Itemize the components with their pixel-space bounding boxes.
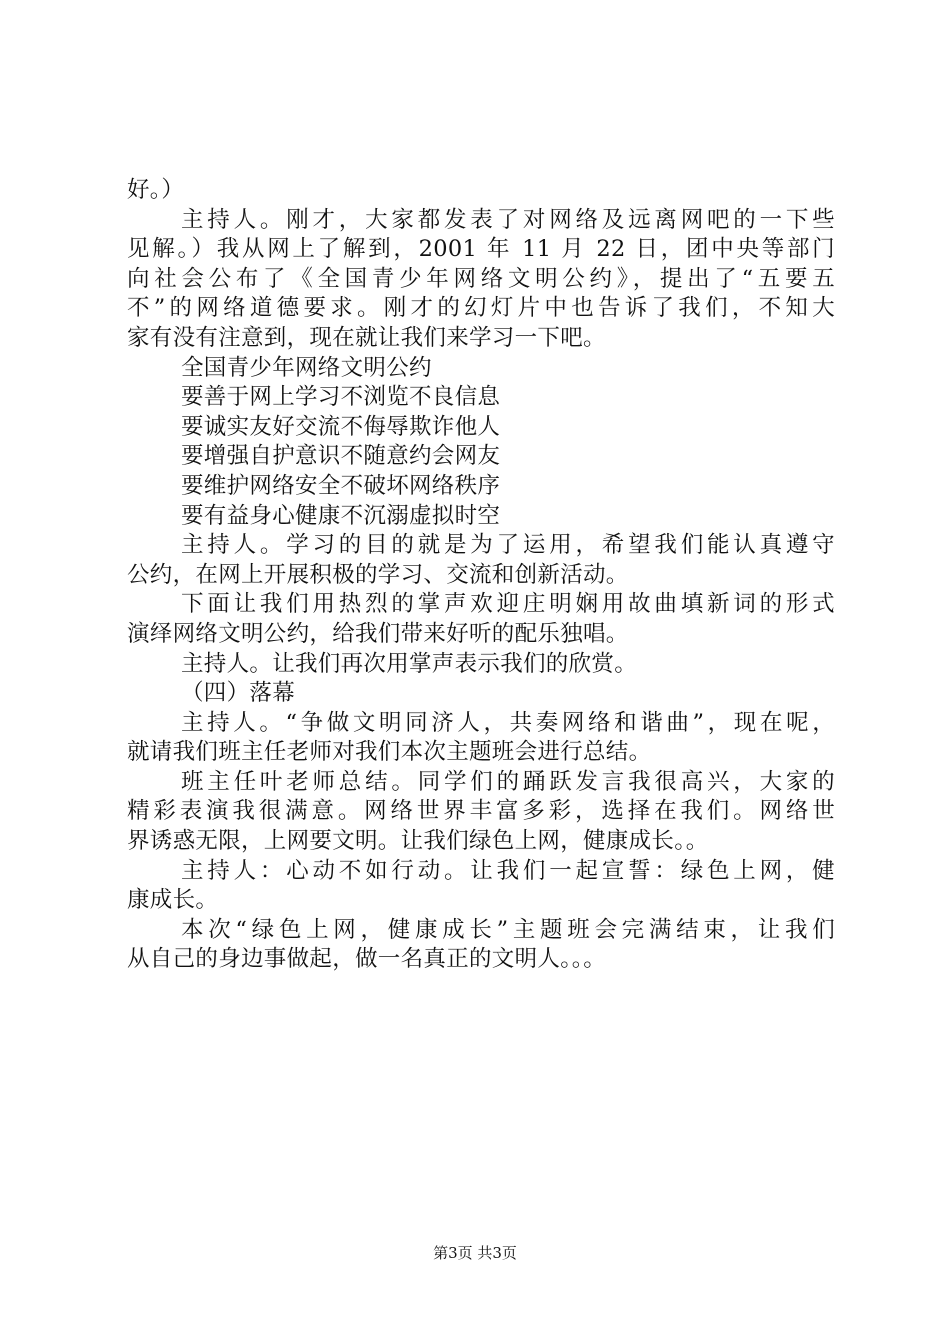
text-line: 家有没有注意到，现在就让我们来学习一下吧。 <box>127 324 606 351</box>
document-body <box>127 176 835 975</box>
text-line: 主持人。“争做文明同济人，共奏网络和谐曲”，现在呢， <box>181 709 835 736</box>
text-line: 主持人。刚才，大家都发表了对网络及远离网吧的一下些 <box>181 206 835 233</box>
text-line: 康成长。 <box>127 887 219 914</box>
text-line: 演绎网络文明公约，给我们带来好听的配乐独唱。 <box>127 620 629 647</box>
text-line: 要维护网络安全不破坏网络秩序 <box>181 472 501 499</box>
text-line: 要增强自护意识不随意约会网友 <box>181 443 501 470</box>
text-line: 就请我们班主任老师对我们本次主题班会进行总结。 <box>127 739 652 766</box>
text-line: 见解。）我从网上了解到，2001 年 11 月 22 日，团中央等部门 <box>127 236 835 263</box>
text-line: 公约，在网上开展积极的学习、交流和创新活动。 <box>127 561 629 588</box>
text-line: 精彩表演我很满意。网络世界丰富多彩，选择在我们。网络世 <box>127 798 835 825</box>
text-line: 界诱惑无限，上网要文明。让我们绿色上网，健康成长。。 <box>127 828 709 855</box>
page-number: 第3页 共3页 <box>433 1244 517 1262</box>
text-line: 班主任叶老师总结。同学们的踊跃发言我很高兴，大家的 <box>181 768 835 795</box>
text-line: 向社会公布了《全国青少年网络文明公约》，提出了“五要五 <box>127 265 835 292</box>
text-line: 下面让我们用热烈的掌声欢迎庄明娴用故曲填新词的形式 <box>181 591 835 618</box>
text-line: 要善于网上学习不浏览不良信息 <box>181 384 501 411</box>
section-heading: （四）落幕 <box>181 680 296 707</box>
text-line: 从自己的身边事做起，做一名真正的文明人。。。 <box>127 946 607 973</box>
text-line: 好。） <box>127 177 185 203</box>
page-footer <box>0 1243 950 1263</box>
text-line: 主持人：心动不如行动。让我们一起宣誓：绿色上网，健 <box>181 857 835 884</box>
text-line: 主持人。学习的目的就是为了运用，希望我们能认真遵守 <box>181 532 835 559</box>
text-line: 本次“绿色上网，健康成长”主题班会完满结束，让我们 <box>181 916 835 943</box>
text-line: 全国青少年网络文明公约 <box>181 354 432 381</box>
text-line: 不”的网络道德要求。刚才的幻灯片中也告诉了我们，不知大 <box>127 295 835 322</box>
text-line: 主持人。让我们再次用掌声表示我们的欣赏。 <box>181 650 638 677</box>
text-line: 要有益身心健康不沉溺虚拟时空 <box>181 502 501 529</box>
text-line: 要诚实友好交流不侮辱欺诈他人 <box>181 413 501 440</box>
